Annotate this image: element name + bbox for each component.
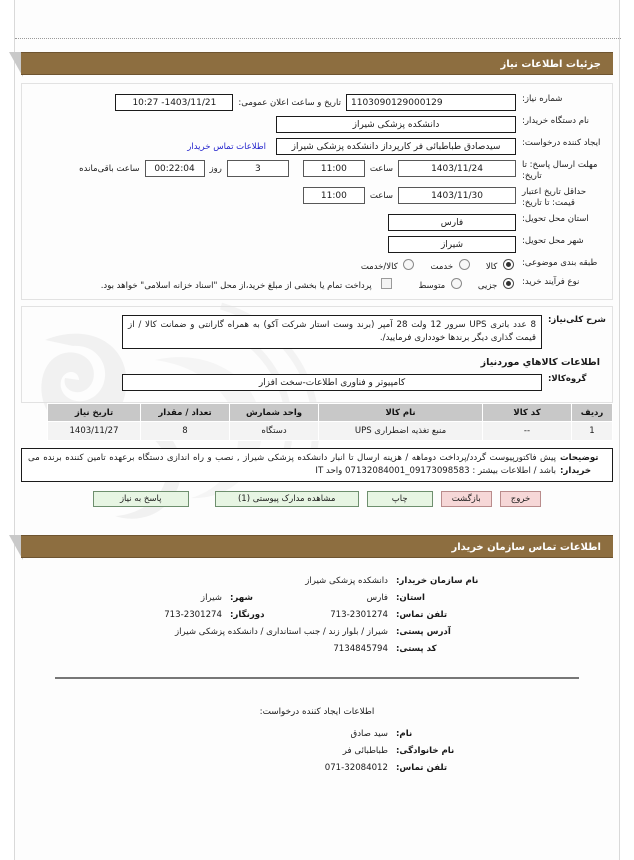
row-delivery-province	[26, 214, 608, 231]
radio-icon-medium[interactable]	[451, 278, 462, 289]
radio-label-minor: جزیی	[477, 281, 498, 291]
bottom-divider	[55, 677, 579, 679]
view-attachments-button[interactable]: مشاهده مدارک پیوستی (1)	[215, 491, 359, 507]
label-fax: دورنگار:	[230, 610, 265, 620]
label-org-name: نام سازمان خریدار:	[396, 576, 479, 586]
radio-icon-goods-service[interactable]	[403, 259, 414, 270]
radio-option-medium[interactable]	[418, 278, 463, 291]
field-need-description[interactable]: 8 عدد باتری UPS سرور 12 ولت 28 آمپر (برند وست استار شرکت آکو) به همراه گارانتی و ضمانت کالا / از قیمت گذاری دیگر برندها خودداری فرمایید/.	[122, 315, 542, 349]
radio-icon-service[interactable]	[459, 259, 470, 270]
row-buyer-org	[26, 116, 608, 133]
row-delivery-city	[26, 236, 608, 253]
table-header-row	[48, 404, 613, 422]
corner-decoration-2	[9, 535, 23, 560]
label-delivery-city: شهر محل تحویل:	[522, 236, 584, 246]
value-requester-family: طباطبائی فر	[342, 746, 388, 756]
row-creator	[26, 138, 608, 155]
field-days-remaining[interactable]: 3	[227, 160, 289, 177]
radio-icon-goods[interactable]	[503, 259, 514, 270]
col-need-date: تاریخ نیاز	[48, 404, 141, 422]
back-button[interactable]: بازگشت	[441, 491, 492, 507]
col-goods-code: کد کالا	[483, 404, 572, 422]
row-process-type	[26, 277, 608, 291]
radio-label-goods: کالا	[485, 262, 498, 272]
buyer-contact-block	[15, 576, 619, 661]
row-province-city	[152, 593, 482, 603]
label-deadline: مهلت ارسال پاسخ: تا تاریخ:	[522, 160, 598, 181]
col-row-index: ردیف	[572, 404, 613, 422]
row-requester-phone	[152, 763, 482, 773]
section-header-label: جزئیات اطلاعات نیاز	[500, 59, 601, 70]
requester-info-block	[15, 693, 619, 780]
label-city: شهر:	[230, 593, 253, 603]
goods-table	[47, 403, 613, 441]
buyer-contact-link[interactable]: اطلاعات تماس خریدار	[187, 141, 266, 152]
row-category	[26, 258, 608, 272]
buyer-notes-box	[21, 448, 613, 482]
label-buyer-org: نام دستگاه خریدار:	[522, 116, 589, 126]
label-phone: تلفن تماس:	[396, 610, 448, 620]
top-divider	[15, 38, 621, 39]
value-phone: 713-2301274	[330, 610, 388, 620]
value-requester-phone: 071-32084012	[324, 763, 388, 773]
value-org-name: دانشکده پزشکی شیراز	[305, 576, 388, 586]
col-quantity: تعداد / مقدار	[141, 404, 230, 422]
goods-section-title: اطلاعات کالاهاي موردنیاز	[480, 357, 600, 368]
row-need-number	[26, 94, 608, 111]
row-postal-code	[152, 644, 482, 654]
field-buyer-notes: پیش فاکتورپیوست گردد/پرداخت دوماهه / هزینه ارسال تا انبار دانشکده پزشکی شیراز , نصب و راه اندازی دستگاه برعهده تامین کننده برنده می باشد / اطلاعات بیشتر : 09173098583_07132084001 واحد IT	[28, 453, 556, 476]
checkbox-label-treasury-bond: پرداخت تمام یا بخشی از مبلغ خرید،از محل "اسناد خزانه اسلامی" خواهد بود.	[100, 281, 372, 291]
corner-decoration	[9, 52, 23, 77]
col-unit: واحد شمارش	[230, 404, 319, 422]
row-price-validity	[26, 187, 608, 209]
label-requester-phone: تلفن تماس:	[396, 763, 448, 773]
checkbox-treasury-bond[interactable]	[101, 278, 395, 291]
field-announce-datetime[interactable]: 1403/11/21- 10:27	[115, 94, 233, 111]
label-deadline-hour: ساعت	[369, 163, 393, 174]
row-goods-group	[26, 374, 608, 391]
label-requester-family: نام خانوادگی:	[396, 746, 455, 756]
label-price-validity: حداقل تاریخ اعتبار قیمت: تا تاریخ:	[522, 187, 587, 208]
label-process-type: نوع فرآیند خرید:	[522, 277, 580, 287]
field-deadline-date[interactable]: 1403/11/24	[398, 160, 516, 177]
section-header-need-details	[21, 52, 613, 75]
cell-row-index: 1	[572, 422, 613, 441]
action-button-bar	[15, 491, 619, 507]
col-goods-name: نام کالا	[319, 404, 483, 422]
row-phone-fax	[152, 610, 482, 620]
label-buyer-notes: توضیحات خریدار:	[560, 453, 599, 476]
value-postal-code: 7134845794	[333, 644, 388, 654]
exit-button[interactable]: خروج	[500, 491, 542, 507]
goods-information-panel	[21, 306, 613, 403]
field-countdown-timer: 00:22:04	[145, 160, 205, 177]
radio-option-goods[interactable]	[486, 259, 516, 272]
label-address: آدرس پستی:	[396, 627, 451, 637]
label-hours-remaining: ساعت باقی‌مانده	[79, 163, 140, 174]
field-delivery-province[interactable]: فارس	[388, 214, 516, 231]
need-details-panel	[21, 83, 613, 300]
radio-label-medium: متوسط	[418, 281, 446, 291]
label-postal-code: کد پستی:	[396, 644, 437, 654]
value-city: شیراز	[200, 593, 222, 603]
field-creator[interactable]: سیدصادق طباطبائی فر کارپرداز دانشکده پزشکی شیراز	[276, 138, 516, 155]
table-row	[48, 422, 613, 441]
checkbox-icon-treasury-bond[interactable]	[381, 278, 392, 289]
label-delivery-province: استان محل تحویل:	[522, 214, 589, 224]
requester-section-title: اطلاعات ایجاد کننده درخواست:	[259, 707, 375, 717]
section-header-contact-label: اطلاعات تماس سازمان خریدار	[451, 542, 601, 553]
cell-need-date: 1403/11/27	[48, 422, 141, 441]
cell-goods-code: --	[483, 422, 572, 441]
label-creator: ایجاد کننده درخواست:	[522, 138, 601, 148]
label-validity-hour: ساعت	[369, 190, 393, 201]
value-address: شیراز / بلوار زند / جنب استانداری / دانشکده پزشکی شیراز	[174, 627, 388, 637]
radio-option-service[interactable]	[430, 259, 471, 272]
row-buyer-org-name	[152, 576, 482, 586]
label-category: طبقه بندی موضوعی:	[522, 258, 598, 268]
cell-quantity: 8	[141, 422, 230, 441]
field-delivery-city[interactable]: شیراز	[388, 236, 516, 253]
field-buyer-org[interactable]: دانشکده پزشکی شیراز	[276, 116, 516, 133]
field-validity-date[interactable]: 1403/11/30	[398, 187, 516, 204]
row-need-description	[26, 315, 608, 349]
label-need-number: شماره نیاز:	[522, 94, 563, 104]
cell-unit: دستگاه	[230, 422, 319, 441]
section-header-buyer-contact	[21, 535, 613, 558]
label-province: استان:	[396, 593, 425, 603]
value-province: فارس	[366, 593, 388, 603]
label-days: روز	[209, 163, 222, 174]
row-requester-name	[152, 729, 482, 739]
field-deadline-time[interactable]: 11:00	[303, 160, 365, 177]
label-goods-group: گروه‌کالا:	[548, 374, 587, 384]
label-need-description: شرح کلی‌نیاز:	[548, 315, 606, 325]
row-requester-family	[152, 746, 482, 756]
field-need-number[interactable]: 1103090129000129	[346, 94, 516, 111]
value-requester-name: سید صادق	[350, 729, 388, 739]
print-button[interactable]: چاپ	[367, 491, 433, 507]
label-announce-datetime: تاریخ و ساعت اعلان عمومی:	[238, 97, 341, 108]
document-page	[14, 0, 620, 860]
field-validity-time[interactable]: 11:00	[303, 187, 365, 204]
respond-to-need-button[interactable]: پاسخ به نیاز	[93, 491, 189, 507]
radio-option-minor[interactable]	[478, 278, 516, 291]
radio-icon-minor[interactable]	[503, 278, 514, 289]
row-address	[152, 627, 482, 637]
label-requester-name: نام:	[396, 729, 413, 739]
field-goods-group[interactable]: کامپیوتر و فناوری اطلاعات-سخت افزار	[122, 374, 542, 391]
cell-goods-name: منبع تغذیه اضطراری UPS	[319, 422, 483, 441]
row-deadline	[26, 160, 608, 182]
value-fax: 713-2301274	[164, 610, 222, 620]
radio-label-goods-service: کالا/خدمت	[360, 262, 398, 272]
radio-option-goods-service[interactable]	[361, 259, 417, 272]
radio-label-service: خدمت	[430, 262, 454, 272]
